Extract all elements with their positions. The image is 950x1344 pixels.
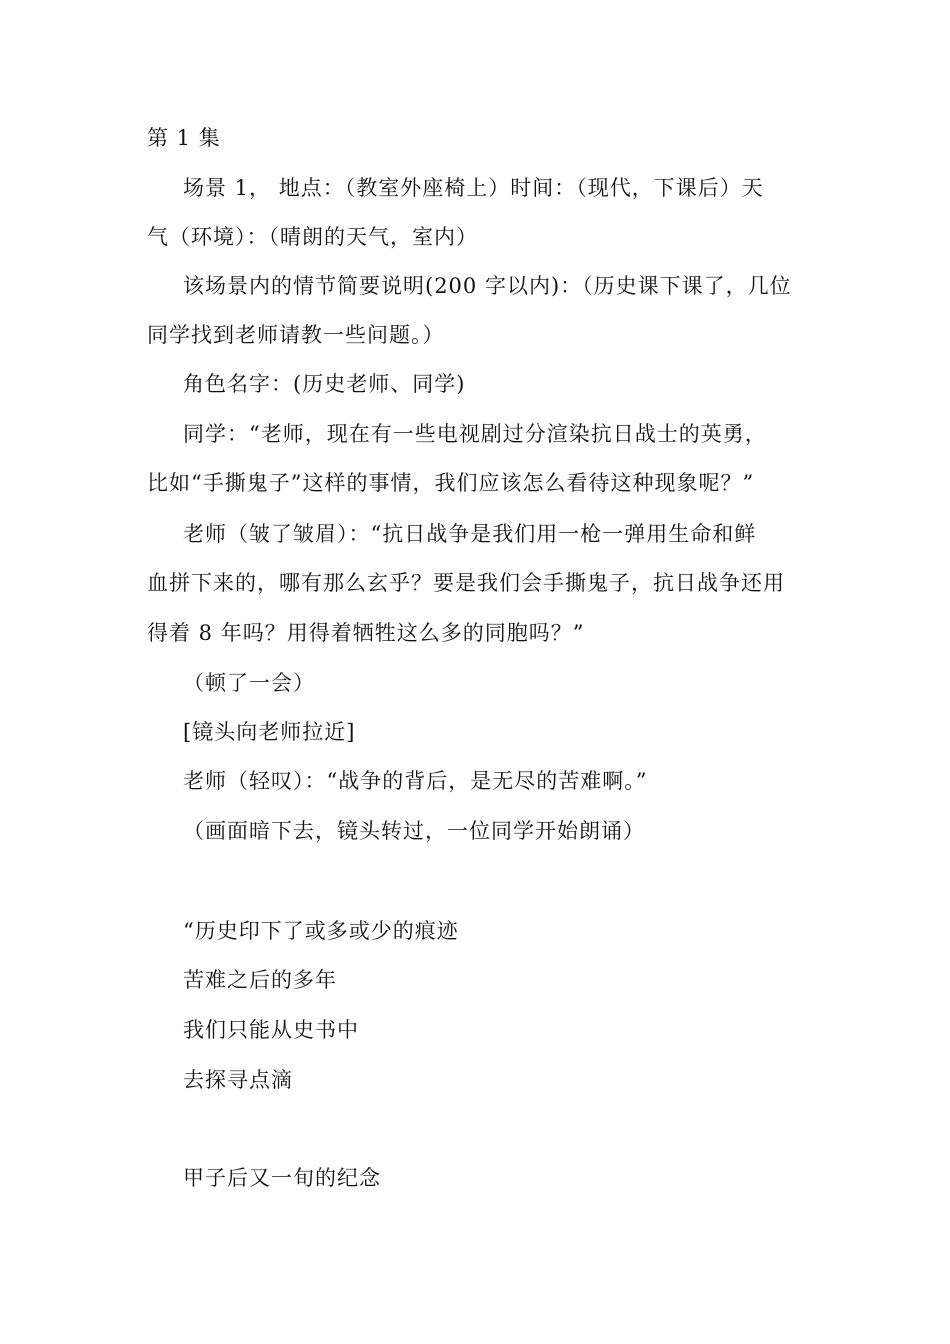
poem-line: “历史印下了或多或少的痕迹 [183, 919, 459, 943]
poem-line: 去探寻点滴 [183, 1068, 293, 1092]
scene-line-2: 气（环境）：（晴朗的天气，室内） [147, 225, 478, 249]
summary-line-2: 同学找到老师请教一些问题。） [147, 323, 445, 347]
episode-title: 第 1 集 [147, 126, 221, 150]
poem-line: 我们只能从史书中 [183, 1018, 359, 1042]
poem-line: 甲子后又一旬的纪念 [183, 1166, 381, 1190]
student-dialogue-line-2: 比如“手撕鬼子”这样的事情，我们应该怎么看待这种现象呢？” [147, 471, 755, 495]
poem-line: 苦难之后的多年 [183, 968, 337, 992]
teacher-sigh-line: 老师（轻叹）：“战争的背后，是无尽的苦难啊。” [183, 769, 648, 793]
teacher-dialogue-line-1: 老师（皱了皱眉）：“抗日战争是我们用一枪一弹用生命和鲜 [183, 522, 757, 546]
roles-line: 角色名字：(历史老师、同学) [183, 372, 466, 396]
camera-note: [镜头向老师拉近] [183, 720, 356, 744]
summary-line-1: 该场景内的情节简要说明(200 字以内)：（历史课下课了，几位 [183, 274, 792, 298]
teacher-dialogue-line-2: 血拼下来的，哪有那么玄乎？要是我们会手撕鬼子，抗日战争还用 [147, 571, 785, 595]
transition-note: （画面暗下去，镜头转过，一位同学开始朗诵） [183, 819, 645, 843]
student-dialogue-line-1: 同学：“老师，现在有一些电视剧过分渲染抗日战士的英勇， [183, 422, 767, 446]
scene-line-1: 场景 1， 地点：（教室外座椅上）时间：（现代，下课后）天 [183, 176, 764, 200]
teacher-dialogue-line-3: 得着 8 年吗？用得着牺牲这么多的同胞吗？” [147, 621, 585, 645]
pause-note: （顿了一会） [183, 671, 315, 695]
